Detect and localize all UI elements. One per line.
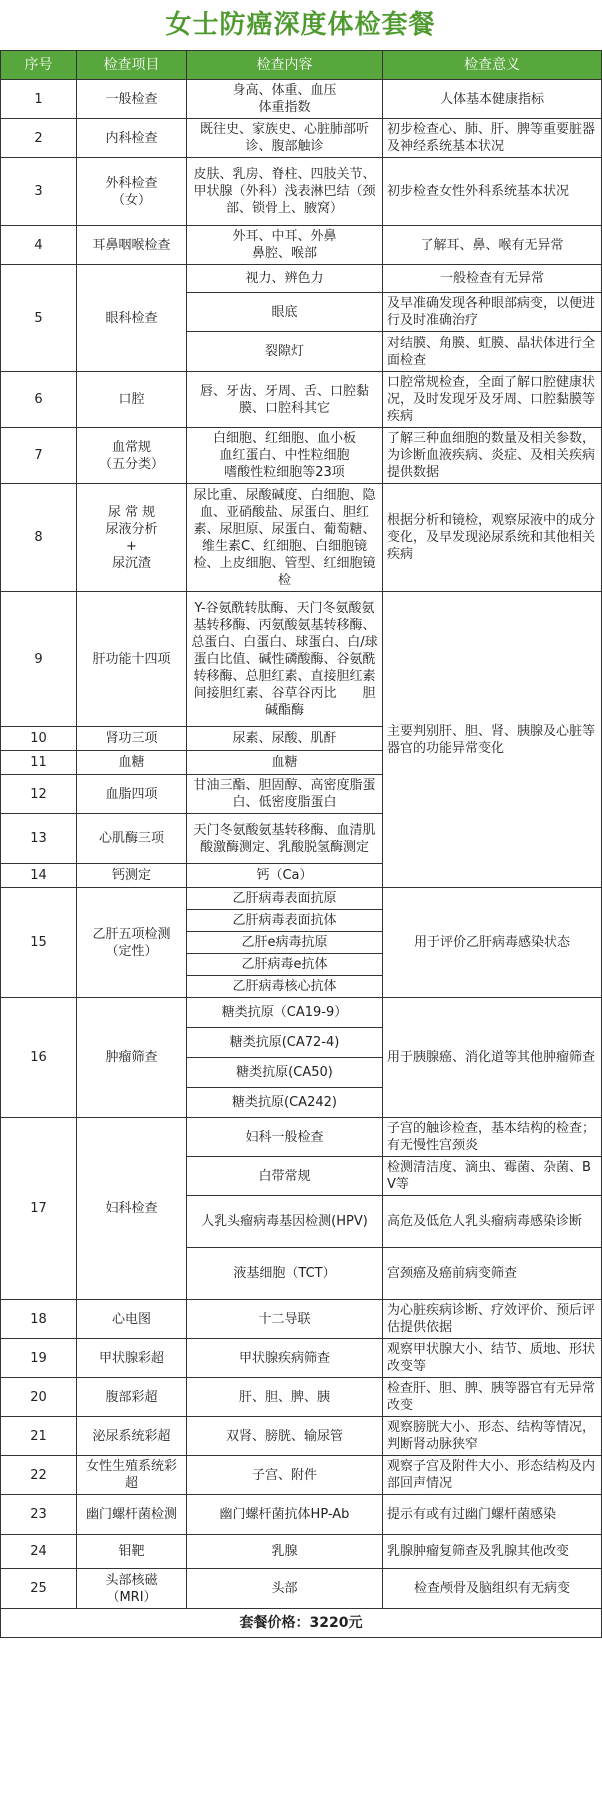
row-number: 24	[1, 1535, 77, 1569]
check-content: 甲状腺疾病筛查	[187, 1339, 383, 1378]
check-item: 血脂四项	[77, 775, 187, 814]
check-content: 头部	[187, 1569, 383, 1609]
check-item: 外科检查 （女）	[77, 158, 187, 226]
check-content: 糖类抗原(CA50)	[187, 1058, 383, 1088]
check-meaning: 了解三种血细胞的数量及相关参数，为诊断血液疾病、炎症、及相关疾病提供数据	[383, 428, 602, 484]
row-number: 2	[1, 119, 77, 158]
table-row	[1, 226, 602, 265]
check-content: 糖类抗原（CA19-9）	[187, 998, 383, 1028]
check-content: 乳腺	[187, 1535, 383, 1569]
check-content: 身高、体重、血压 体重指数	[187, 80, 383, 119]
row-number: 3	[1, 158, 77, 226]
check-content: 乙肝e病毒抗原	[187, 932, 383, 954]
table-row	[1, 1495, 602, 1535]
check-content: 唇、牙齿、牙周、舌、口腔黏膜、口腔科其它	[187, 372, 383, 428]
check-item: 肝功能十四项	[77, 592, 187, 727]
check-meaning: 及早准确发现各种眼部病变，以便进行及时准确治疗	[383, 293, 602, 332]
check-item: 头部核磁 （MRI）	[77, 1569, 187, 1609]
check-item: 泌尿系统彩超	[77, 1417, 187, 1456]
check-content: 糖类抗原(CA72-4)	[187, 1028, 383, 1058]
header-content: 检查内容	[187, 51, 383, 80]
check-content: 外耳、中耳、外鼻 鼻腔、喉部	[187, 226, 383, 265]
table-row	[1, 1339, 602, 1378]
check-item: 幽门螺杆菌检测	[77, 1495, 187, 1535]
check-content: 血糖	[187, 751, 383, 775]
table-row	[1, 888, 602, 910]
check-meaning: 检测清洁度、滴虫、霉菌、杂菌、BV等	[383, 1157, 602, 1196]
check-item: 口腔	[77, 372, 187, 428]
row-number: 16	[1, 998, 77, 1118]
check-meaning: 高危及低危人乳头瘤病毒感染诊断	[383, 1196, 602, 1248]
row-number: 19	[1, 1339, 77, 1378]
check-meaning: 观察子宫及附件大小、形态结构及内部回声情况	[383, 1456, 602, 1495]
table-row	[1, 1378, 602, 1417]
check-meaning: 为心脏疾病诊断、疗效评价、预后评估提供依据	[383, 1300, 602, 1339]
check-meaning: 观察膀胱大小、形态、结构等情况，判断肾动脉狭窄	[383, 1417, 602, 1456]
row-number: 15	[1, 888, 77, 998]
table-header-row	[1, 51, 602, 80]
check-meaning: 了解耳、鼻、喉有无异常	[383, 226, 602, 265]
check-content: 双肾、膀胱、输尿管	[187, 1417, 383, 1456]
check-item: 钼靶	[77, 1535, 187, 1569]
table-row	[1, 998, 602, 1028]
header-no: 序号	[1, 51, 77, 80]
row-number: 25	[1, 1569, 77, 1609]
check-meaning: 用于胰腺癌、消化道等其他肿瘤筛查	[383, 998, 602, 1118]
check-content: 人乳头瘤病毒基因检测(HPV)	[187, 1196, 383, 1248]
table-row	[1, 1300, 602, 1339]
check-content: 白带常规	[187, 1157, 383, 1196]
check-content: 乙肝病毒表面抗原	[187, 888, 383, 910]
check-item: 腹部彩超	[77, 1378, 187, 1417]
header-meaning: 检查意义	[383, 51, 602, 80]
check-content: 糖类抗原(CA242)	[187, 1088, 383, 1118]
check-content: 乙肝病毒核心抗体	[187, 976, 383, 998]
row-number: 6	[1, 372, 77, 428]
check-content: 乙肝病毒表面抗体	[187, 910, 383, 932]
header-item: 检查项目	[77, 51, 187, 80]
row-number: 4	[1, 226, 77, 265]
check-content: 尿比重、尿酸碱度、白细胞、隐血、亚硝酸盐、尿蛋白、胆红素、尿胆原、尿蛋白、葡萄糖、维生素C、红细胞、白细胞镜检、上皮细胞、管型、红细胞镜检	[187, 484, 383, 592]
check-item: 血糖	[77, 751, 187, 775]
check-item: 血常规 （五分类）	[77, 428, 187, 484]
row-number: 23	[1, 1495, 77, 1535]
table-row	[1, 428, 602, 484]
row-number: 22	[1, 1456, 77, 1495]
check-item: 女性生殖系统彩超	[77, 1456, 187, 1495]
check-content: 裂隙灯	[187, 332, 383, 372]
check-content: 乙肝病毒e抗体	[187, 954, 383, 976]
row-number: 18	[1, 1300, 77, 1339]
row-number: 21	[1, 1417, 77, 1456]
check-item: 眼科检查	[77, 265, 187, 372]
check-content: Y-谷氨酰转肽酶、天门冬氨酸氨基转移酶、丙氨酸氨基转移酶、总蛋白、白蛋白、球蛋白、白/球蛋白比值、碱性磷酸酶、谷氨酰转移酶、总胆红素、直接胆红素 间接胆红素、谷草谷丙比 胆碱酯酶	[187, 592, 383, 727]
row-number: 11	[1, 751, 77, 775]
table-body	[1, 80, 602, 1609]
row-number: 14	[1, 864, 77, 888]
check-item: 甲状腺彩超	[77, 1339, 187, 1378]
check-content: 天门冬氨酸氨基转移酶、血清肌酸激酶测定、乳酸脱氢酶测定	[187, 814, 383, 864]
check-item: 耳鼻咽喉检查	[77, 226, 187, 265]
check-item: 肾功三项	[77, 727, 187, 751]
row-number: 1	[1, 80, 77, 119]
check-meaning: 乳腺肿瘤复筛查及乳腺其他改变	[383, 1535, 602, 1569]
check-meaning: 宫颈癌及癌前病变筛查	[383, 1248, 602, 1300]
check-meaning: 口腔常规检查，全面了解口腔健康状况，及时发现牙及牙周、口腔黏膜等疾病	[383, 372, 602, 428]
check-item: 乙肝五项检测 （定性）	[77, 888, 187, 998]
check-item: 尿 常 规 尿液分析 + 尿沉渣	[77, 484, 187, 592]
check-content: 皮肤、乳房、脊柱、四肢关节、甲状腺（外科）浅表淋巴结（颈部、锁骨上、腋窝）	[187, 158, 383, 226]
check-content: 子宫、附件	[187, 1456, 383, 1495]
check-content: 幽门螺杆菌抗体HP-Ab	[187, 1495, 383, 1535]
check-content: 液基细胞（TCT）	[187, 1248, 383, 1300]
check-meaning: 子宫的触诊检查，基本结构的检查；有无慢性宫颈炎	[383, 1118, 602, 1157]
page-title: 女士防癌深度体检套餐	[165, 10, 436, 40]
check-meaning: 人体基本健康指标	[383, 80, 602, 119]
checkup-table	[0, 50, 602, 1638]
table-row	[1, 484, 602, 592]
row-number: 13	[1, 814, 77, 864]
check-meaning: 提示有或有过幽门螺杆菌感染	[383, 1495, 602, 1535]
check-item: 心肌酶三项	[77, 814, 187, 864]
check-meaning: 对结膜、角膜、虹膜、晶状体进行全面检查	[383, 332, 602, 372]
table-row	[1, 1535, 602, 1569]
table-row	[1, 119, 602, 158]
check-content: 尿素、尿酸、肌酐	[187, 727, 383, 751]
table-row	[1, 1118, 602, 1157]
check-meaning: 根据分析和镜检，观察尿液中的成分变化，及早发现泌尿系统和其他相关疾病	[383, 484, 602, 592]
row-number: 12	[1, 775, 77, 814]
row-number: 7	[1, 428, 77, 484]
check-meaning: 检查颅骨及脑组织有无病变	[383, 1569, 602, 1609]
row-number: 10	[1, 727, 77, 751]
table-row	[1, 158, 602, 226]
check-content: 视力、辨色力	[187, 265, 383, 293]
table-row	[1, 265, 602, 293]
check-meaning: 初步检查心、肺、肝、脾等重要脏器及神经系统基本状况	[383, 119, 602, 158]
check-meaning: 初步检查女性外科系统基本状况	[383, 158, 602, 226]
check-content: 眼底	[187, 293, 383, 332]
check-item: 内科检查	[77, 119, 187, 158]
row-number: 20	[1, 1378, 77, 1417]
table-row	[1, 372, 602, 428]
price-row	[1, 1609, 602, 1638]
check-meaning: 观察甲状腺大小、结节、质地、形状改变等	[383, 1339, 602, 1378]
check-item: 钙测定	[77, 864, 187, 888]
table-row	[1, 1417, 602, 1456]
check-meaning: 一般检查有无异常	[383, 265, 602, 293]
check-meaning: 检查肝、胆、脾、胰等器官有无异常改变	[383, 1378, 602, 1417]
shared-meaning: 主要判别肝、胆、肾、胰腺及心脏等器官的功能异常变化	[383, 592, 602, 888]
check-content: 十二导联	[187, 1300, 383, 1339]
check-item: 肿瘤筛查	[77, 998, 187, 1118]
package-price: 套餐价格：3220元	[1, 1609, 602, 1638]
table-row	[1, 1456, 602, 1495]
table-row	[1, 592, 602, 727]
check-item: 心电图	[77, 1300, 187, 1339]
check-content: 既往史、家族史、心脏肺部听诊、腹部触诊	[187, 119, 383, 158]
table-row	[1, 80, 602, 119]
check-content: 钙（Ca）	[187, 864, 383, 888]
table-row	[1, 1569, 602, 1609]
row-number: 17	[1, 1118, 77, 1300]
check-content: 白细胞、红细胞、血小板 血红蛋白、中性粒细胞 嗜酸性粒细胞等23项	[187, 428, 383, 484]
row-number: 5	[1, 265, 77, 372]
check-item: 妇科检查	[77, 1118, 187, 1300]
check-content: 肝、胆、脾、胰	[187, 1378, 383, 1417]
row-number: 8	[1, 484, 77, 592]
check-content: 甘油三酯、胆固醇、高密度脂蛋白、低密度脂蛋白	[187, 775, 383, 814]
check-content: 妇科一般检查	[187, 1118, 383, 1157]
check-item: 一般检查	[77, 80, 187, 119]
row-number: 9	[1, 592, 77, 727]
check-meaning: 用于评价乙肝病毒感染状态	[383, 888, 602, 998]
